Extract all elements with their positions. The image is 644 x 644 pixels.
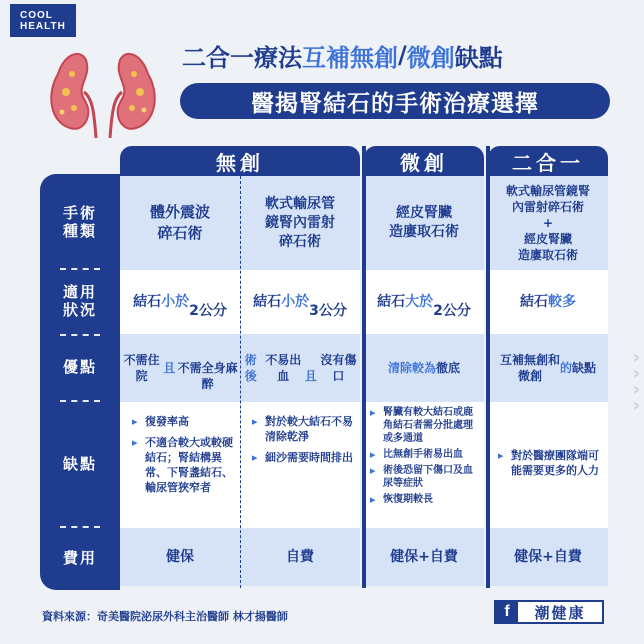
row-label-type: 手術 種類 xyxy=(62,204,97,240)
column-header-noninvasive: 無創 xyxy=(120,146,360,176)
list-item: ▸ 對於醫療團隊端可能需要更多的人力 xyxy=(498,448,602,478)
indication-text: 2公分 xyxy=(433,303,471,319)
cost-cell-rirs: 自費 xyxy=(240,528,360,586)
list-item: ▸ 細沙需要時間排出 xyxy=(252,450,354,465)
pros-highlight: 術後 xyxy=(244,353,257,383)
row-divider xyxy=(60,400,100,402)
pros-text: 沒有傷口 xyxy=(320,353,357,383)
row-label-cost: 費用 xyxy=(62,549,97,567)
brand-badge[interactable] xyxy=(494,600,604,624)
logo-line2: HEALTH xyxy=(20,21,66,32)
title-part4: 微創 xyxy=(406,43,455,72)
cost-cell-pcnl: 健保+自費 xyxy=(364,528,484,586)
logo-line1: COOL xyxy=(20,10,53,21)
type-cell-eswl: 體外震波 碎石術 xyxy=(120,176,240,270)
type-cell-combined: 軟式輸尿管鏡腎 內雷射碎石術 + 經皮腎臟 造廔取石術 xyxy=(488,176,608,270)
indication-highlight: 小於 xyxy=(281,293,310,310)
indication-text: 結石 xyxy=(133,293,162,310)
title-line2: 醫揭腎結石的手術治療選擇 xyxy=(180,83,610,119)
row-label-cons: 缺點 xyxy=(62,455,97,473)
cons-list-combined xyxy=(498,448,602,484)
pros-text: 互補無創和 微創 xyxy=(499,353,560,383)
pros-text: 不需全身麻醉 xyxy=(177,361,238,391)
type-cell-pcnl: 經皮腎臟 造廔取石術 xyxy=(364,176,484,270)
cost-cell-combined: 健保+自費 xyxy=(488,528,608,586)
indication-text: 結石 xyxy=(377,293,406,310)
list-item: ▸ 不適合較大或較硬結石；腎結構異常、下腎盞結石、輸尿管狹窄者 xyxy=(132,435,234,495)
indication-cell-eswl xyxy=(120,270,240,334)
pros-cell-rirs xyxy=(240,334,360,402)
pros-text: 徹底 xyxy=(436,361,461,375)
pros-highlight: 且 xyxy=(163,361,176,375)
title-part2: 互補無創 xyxy=(302,43,398,72)
indication-text: 結石 xyxy=(253,293,282,310)
left-kidney-icon xyxy=(51,54,96,138)
indication-cell-combined xyxy=(488,270,608,334)
cost-cell-eswl: 健保 xyxy=(120,528,240,586)
title-part3: / xyxy=(398,41,407,69)
indication-text: 結石 xyxy=(520,293,548,310)
list-item: ▸ 術後恐留下傷口及血尿等症狀 xyxy=(370,464,482,490)
source-citation: 資料來源：奇美醫院泌尿外科主治醫師 林才揚醫師 xyxy=(42,610,288,623)
indication-highlight: 小於 xyxy=(161,293,190,310)
pros-highlight: 的 xyxy=(559,361,572,375)
row-divider xyxy=(60,526,100,528)
type-cell-rirs: 軟式輸尿管 鏡腎內雷射 碎石術 xyxy=(240,176,360,270)
cons-list-pcnl xyxy=(370,406,482,509)
row-label-indication: 適用 狀況 xyxy=(62,283,97,319)
indication-highlight: 大於 xyxy=(405,293,434,310)
list-item: ▸ 對於較大結石不易清除乾淨 xyxy=(252,414,354,444)
cons-list-rirs xyxy=(252,414,354,471)
pros-text: 不需住院 xyxy=(123,353,160,383)
column-divider xyxy=(362,146,366,588)
list-item: ▸ 復發率高 xyxy=(132,414,234,429)
column-header-minimal: 微創 xyxy=(364,146,484,176)
brand-name: 潮健康 xyxy=(534,603,586,622)
title-line1 xyxy=(182,40,622,70)
column-divider xyxy=(486,146,490,588)
indication-cell-rirs xyxy=(240,270,360,334)
list-item: ▸ 比無創手術易出血 xyxy=(370,448,482,461)
right-kidney-icon xyxy=(110,54,155,138)
row-label-pros: 優點 xyxy=(62,358,97,376)
pros-cell-pcnl xyxy=(364,334,484,402)
indication-highlight: 較多 xyxy=(548,293,576,310)
row-divider xyxy=(60,268,100,270)
kidney-illustration xyxy=(44,44,162,138)
pros-highlight: 且 xyxy=(304,369,317,383)
pros-text: 不易出血 xyxy=(265,353,302,383)
list-item: ▸ 腎臟有較大結石或鹿角結石者需分批處理或多通道 xyxy=(370,406,482,445)
cool-health-logo xyxy=(10,4,76,37)
indication-text: 3公分 xyxy=(309,303,347,319)
pros-highlight: 清除較為 xyxy=(387,361,436,375)
column-header-combined: 二合一 xyxy=(488,146,608,176)
list-item: ▸ 恢復期較長 xyxy=(370,493,482,506)
indication-cell-pcnl xyxy=(364,270,484,334)
facebook-icon: f xyxy=(496,602,518,622)
column-divider xyxy=(240,176,241,588)
pros-text: 缺點 xyxy=(572,361,597,375)
title-part5: 缺點 xyxy=(454,43,503,72)
title-part1: 二合一療法 xyxy=(182,43,302,72)
pros-cell-eswl xyxy=(120,334,240,402)
pros-cell-combined xyxy=(488,334,608,402)
cons-list-eswl xyxy=(132,414,234,501)
chevron-decoration-icon: › › › › xyxy=(632,347,640,416)
indication-text: 2公分 xyxy=(189,303,227,319)
